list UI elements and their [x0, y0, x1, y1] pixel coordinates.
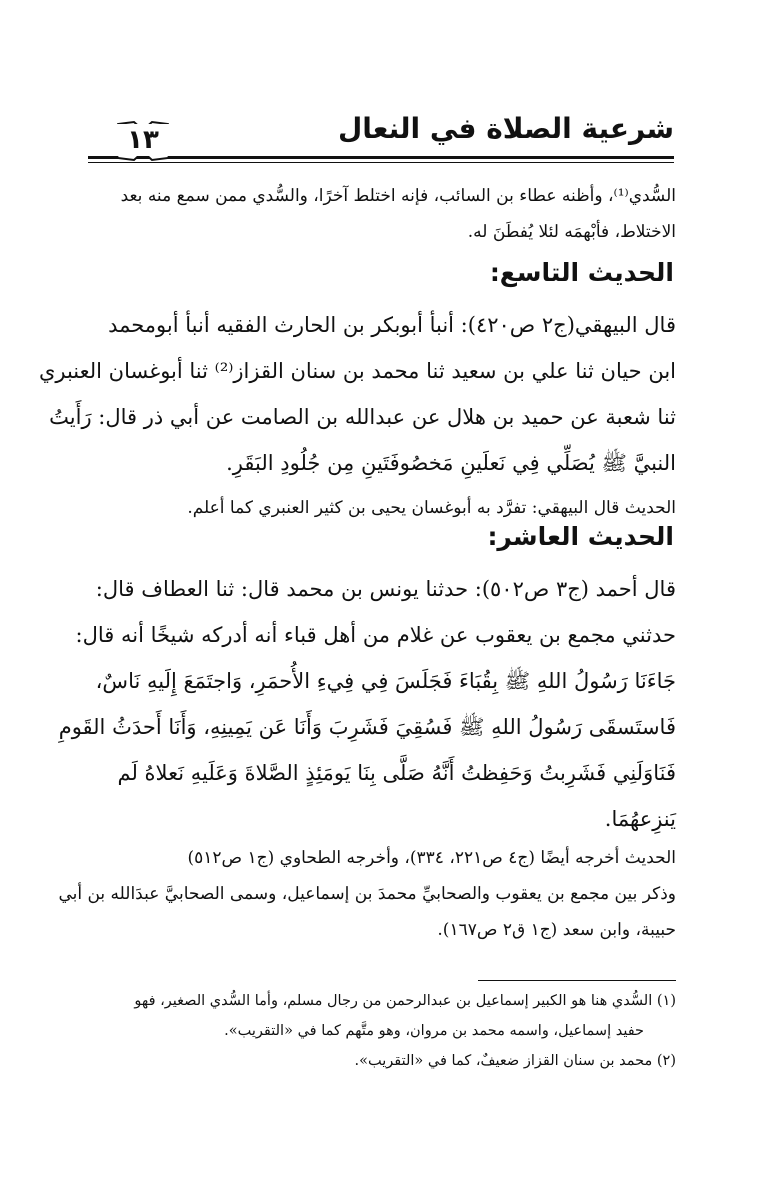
text-line: فَاستَسقَى رَسُولُ اللهِ ﷺ فَسُقِيَ فَشَرِبَ وَأَنَا عَن يَمِينِهِ، وَأَنَا أَحدَثُ القَومِ — [58, 715, 676, 739]
text-line: حدثني مجمع بن يعقوب عن غلام من أهل قباء أنه أدركه شيخًا أنه قال: — [75, 623, 676, 647]
hadith-9-note — [86, 490, 676, 526]
text-line: الحديث قال البيهقي: تفرَّد به أبوغسان يحيى بن كثير العنبري كما أعلم. — [187, 498, 676, 518]
section-title-hadith-10: الحديث العاشر: — [487, 522, 674, 551]
text-line: الاختلاط، فأبْهمَه لئلا يُفطَنَ له. — [467, 222, 676, 242]
text-line: يَنزِعهُمَا. — [604, 807, 676, 831]
text-line: جَاءَنَا رَسُولُ اللهِ ﷺ بِقُبَاءَ فَجَلَسَ فِي فِيءِ الأُحمَرِ، وَاجتَمَعَ إِلَيهِ نَاسٌ، — [95, 669, 676, 693]
page-header — [88, 112, 674, 164]
text-line: السُّدي⁽¹⁾، وأظنه عطاء بن السائب، فإنه اختلط آخرًا، والسُّدي ممن سمع منه بعد — [120, 186, 676, 206]
text-line: قال أحمد (ج٣ ص٥٠٢): حدثنا يونس بن محمد قال: ثنا العطاف قال: — [95, 577, 676, 601]
text-line: ابن حيان ثنا علي بن سعيد ثنا محمد بن سنان القزاز⁽²⁾ ثنا أبوغسان العنبري — [38, 359, 676, 383]
hadith-10-note — [58, 840, 676, 948]
footnote-2: (٢) محمد بن سنان القزاز ضعيفٌ، كما في «التقريب». — [354, 1053, 676, 1069]
text-line: وذكر بين مجمع بن يعقوب والصحابيِّ محمدَ بن إسماعيل، وسمى الصحابيَّ عبدَالله بن أبي — [58, 884, 676, 904]
section-title-hadith-9: الحديث التاسع: — [489, 258, 674, 287]
footnote-1-cont: حفيد إسماعيل، واسمه محمد بن مروان، وهو متَّهم كما في «التقريب». — [224, 1023, 644, 1039]
footnote-1: (١) السُّدي هنا هو الكبير إسماعيل بن عبدالرحمن من رجال مسلم، وأما السُّدي الصغير، فهو — [134, 993, 676, 1009]
page-number: ١٣ — [104, 124, 182, 156]
hadith-10-text — [58, 566, 676, 842]
text-line: فَنَاوَلَنِي فَشَرِبتُ وَحَفِظتُ أَنَّهُ صَلَّى بِنَا يَومَئِذٍ الصَّلاةَ وَعَلَيهِ نَعلاهُ لَم — [117, 761, 676, 785]
intro-paragraph — [86, 178, 676, 250]
text-line: قال البيهقي(ج٢ ص٤٢٠): أنبأ أبوبكر بن الحارث الفقيه أنبأ أبومحمد — [108, 313, 676, 337]
footnote-separator — [478, 980, 676, 981]
text-line: حبيبة، وابن سعد (ج١ ق٢ ص١٦٧). — [437, 920, 676, 940]
hadith-9-text — [38, 302, 676, 486]
running-title: شرعية الصلاة في النعال — [337, 112, 674, 145]
page-number-ornament — [104, 118, 182, 164]
text-line: الحديث أخرجه أيضًا (ج٤ ص٢٢١، ٣٣٤)، وأخرجه الطحاوي (ج١ ص٥١٢) — [187, 848, 676, 868]
text-line: النبيَّ ﷺ يُصَلِّي فِي نَعلَينِ مَخصُوفَتَينِ مِن جُلُودِ البَقَرِ. — [226, 451, 676, 475]
text-line: ثنا شعبة عن حميد بن هلال عن عبدالله بن الصامت عن أبي ذر قال: رَأَيتُ — [49, 405, 676, 429]
footnotes — [86, 986, 676, 1076]
